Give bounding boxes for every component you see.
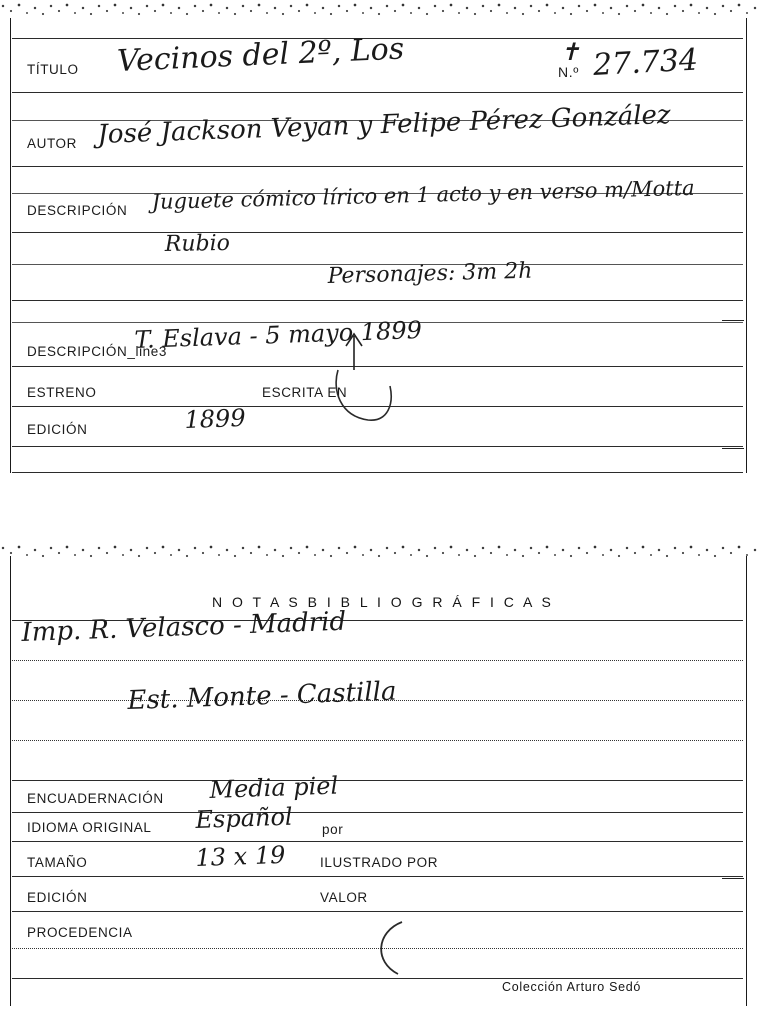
value-descripcion-line2: Rubio <box>164 230 231 257</box>
card-top-speckle-band <box>0 2 759 18</box>
rule <box>12 232 743 233</box>
ink-arrow <box>340 330 370 372</box>
label-procedencia: PROCEDENCIA <box>27 925 133 940</box>
rule <box>12 911 743 912</box>
label-descripcion: DESCRIPCIÓN <box>27 203 128 218</box>
value-edicion: 1899 <box>184 403 247 434</box>
number-prefix: N.º <box>558 64 579 80</box>
collection-credit: Colección Arturo Sedó <box>502 980 642 994</box>
label-en: ESCRITA EN <box>262 385 348 400</box>
label-autor: AUTOR <box>27 136 78 151</box>
label-tamano: TAMAÑO <box>27 855 88 870</box>
note-line-1: Imp. R. Velasco - Madrid <box>20 606 347 648</box>
value-descripcion: Juguete cómico lírico en 1 acto y en verso m/Motta <box>151 175 695 214</box>
rule <box>12 92 743 93</box>
rule <box>12 876 743 877</box>
label-idioma-original: IDIOMA ORIGINAL <box>27 820 152 835</box>
rule <box>12 472 743 473</box>
label-ilustrado-por: ILUSTRADO POR <box>320 855 439 870</box>
rule <box>12 446 743 447</box>
label-edicion: EDICIÓN <box>27 422 88 437</box>
value-titulo: Vecinos del 2º, Los <box>116 31 405 79</box>
value-idioma-original: Español <box>195 802 294 834</box>
frame-tick <box>722 448 744 449</box>
ink-smudge <box>330 368 400 430</box>
rule <box>12 300 743 301</box>
rule <box>12 978 743 979</box>
rule <box>12 841 743 842</box>
rule <box>12 366 743 367</box>
label-valor: VALOR <box>320 890 368 905</box>
rule <box>12 740 743 741</box>
note-line-2: Est. Monte - Castilla <box>126 676 397 716</box>
catalog-card-back <box>0 528 759 1028</box>
label-titulo: TÍTULO <box>27 62 79 77</box>
value-estreno: T. Eslava - 5 mayo 1899 <box>134 315 423 354</box>
rule <box>12 660 743 661</box>
label-escrita-en: ESTRENO <box>27 385 97 400</box>
label-edicion-back: EDICIÓN <box>27 890 88 905</box>
rule <box>12 780 743 781</box>
notas-bibliograficas-heading: N O T A S B I B L I O G R Á F I C A S <box>212 594 554 610</box>
value-personajes: Personajes: 3m 2h <box>327 258 533 289</box>
label-encuadernacion: ENCUADERNACIÓN <box>27 791 164 806</box>
rule <box>12 166 743 167</box>
record-number: 27.734 <box>592 42 699 83</box>
value-autor: José Jackson Veyan y Felipe Pérez González <box>96 100 672 150</box>
frame-tick <box>722 320 744 321</box>
value-encuadernacion: Media piel <box>209 771 339 804</box>
label-por: por <box>322 822 344 837</box>
label-estreno: DESCRIPCIÓN_line3 <box>27 344 167 359</box>
catalog-card-front <box>0 0 759 500</box>
cross-mark: ✝ <box>560 38 581 66</box>
ink-smudge-back <box>368 918 418 978</box>
value-tamano: 13 x 19 <box>195 840 286 872</box>
frame-tick <box>722 878 744 879</box>
rule <box>12 812 743 813</box>
